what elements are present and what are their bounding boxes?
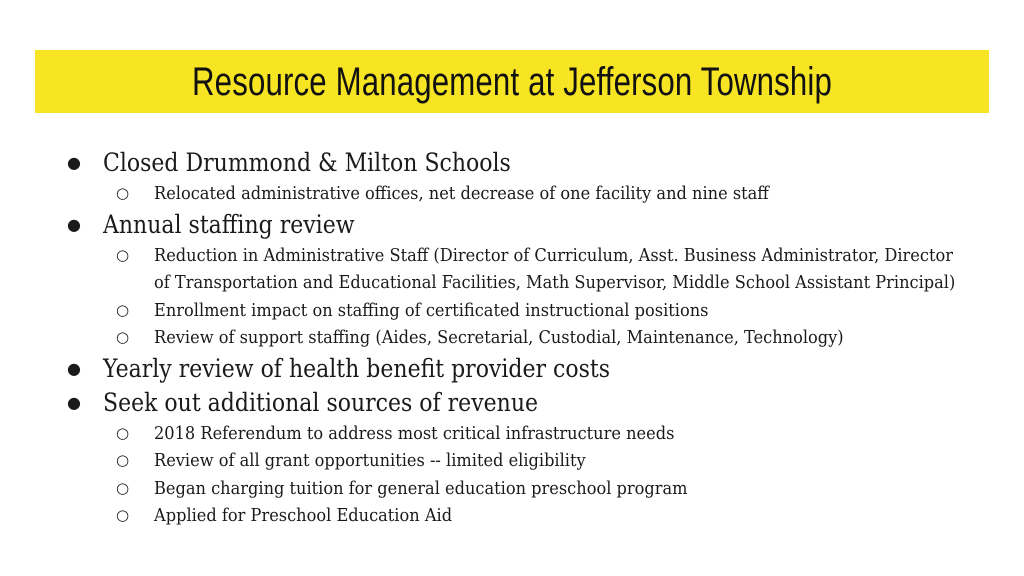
bullet-item bbox=[55, 208, 985, 242]
sub-bullet-text: Began charging tuition for general education preschool program bbox=[154, 477, 688, 499]
bullet-text: Yearly review of health benefit provider costs bbox=[103, 353, 611, 383]
sub-bullet-text: Review of all grant opportunities -- limited eligibility bbox=[154, 450, 586, 471]
sub-bullet-item bbox=[55, 324, 985, 352]
bullet-item bbox=[55, 386, 985, 420]
bullet-list bbox=[55, 146, 985, 530]
hollow-bullet-icon: ○ bbox=[116, 245, 130, 264]
filled-bullet-icon: ● bbox=[67, 214, 81, 234]
sub-bullet-item bbox=[55, 502, 985, 530]
sub-bullet-text: Applied for Preschool Education Aid bbox=[154, 505, 453, 526]
hollow-bullet-icon: ○ bbox=[116, 328, 130, 346]
sub-bullet-item bbox=[55, 297, 985, 325]
sub-bullet-item bbox=[55, 420, 985, 448]
bullet-item bbox=[55, 352, 985, 386]
hollow-bullet-icon: ○ bbox=[116, 451, 130, 469]
hollow-bullet-icon: ○ bbox=[116, 184, 130, 202]
sub-bullet-text: 2018 Referendum to address most critical infrastructure needs bbox=[154, 422, 675, 444]
hollow-bullet-icon: ○ bbox=[116, 478, 130, 497]
sub-bullet-text: Reduction in Administrative Staff (Director of Curriculum, Asst. Business Administrator, Director of Transportation and Educational Facilities, Math Supervisor, Middle School Assistant Principal) bbox=[154, 244, 956, 293]
bullet-text: Closed Drummond & Milton Schools bbox=[103, 148, 511, 177]
hollow-bullet-icon: ○ bbox=[116, 423, 130, 442]
slide-title: Resource Management at Jefferson Township bbox=[191, 60, 833, 104]
sub-bullet-item bbox=[55, 475, 985, 503]
sub-bullet-item bbox=[55, 180, 985, 208]
bullet-text: Annual staffing review bbox=[103, 209, 355, 239]
sub-bullet-text: Review of support staffing (Aides, Secretarial, Custodial, Maintenance, Technology) bbox=[154, 327, 844, 348]
bullet-item bbox=[55, 146, 985, 180]
bullet-text: Seek out additional sources of revenue bbox=[103, 387, 539, 417]
sub-bullet-text: Relocated administrative offices, net decrease of one facility and nine staff bbox=[154, 183, 769, 204]
filled-bullet-icon: ● bbox=[67, 153, 81, 172]
sub-bullet-item bbox=[55, 242, 985, 297]
hollow-bullet-icon: ○ bbox=[116, 300, 130, 319]
filled-bullet-icon: ● bbox=[67, 392, 81, 412]
filled-bullet-icon: ● bbox=[67, 358, 81, 378]
sub-bullet-text: Enrollment impact on staffing of certificated instructional positions bbox=[154, 299, 709, 321]
title-band bbox=[35, 50, 989, 113]
sub-bullet-item bbox=[55, 447, 985, 475]
hollow-bullet-icon: ○ bbox=[116, 506, 130, 524]
